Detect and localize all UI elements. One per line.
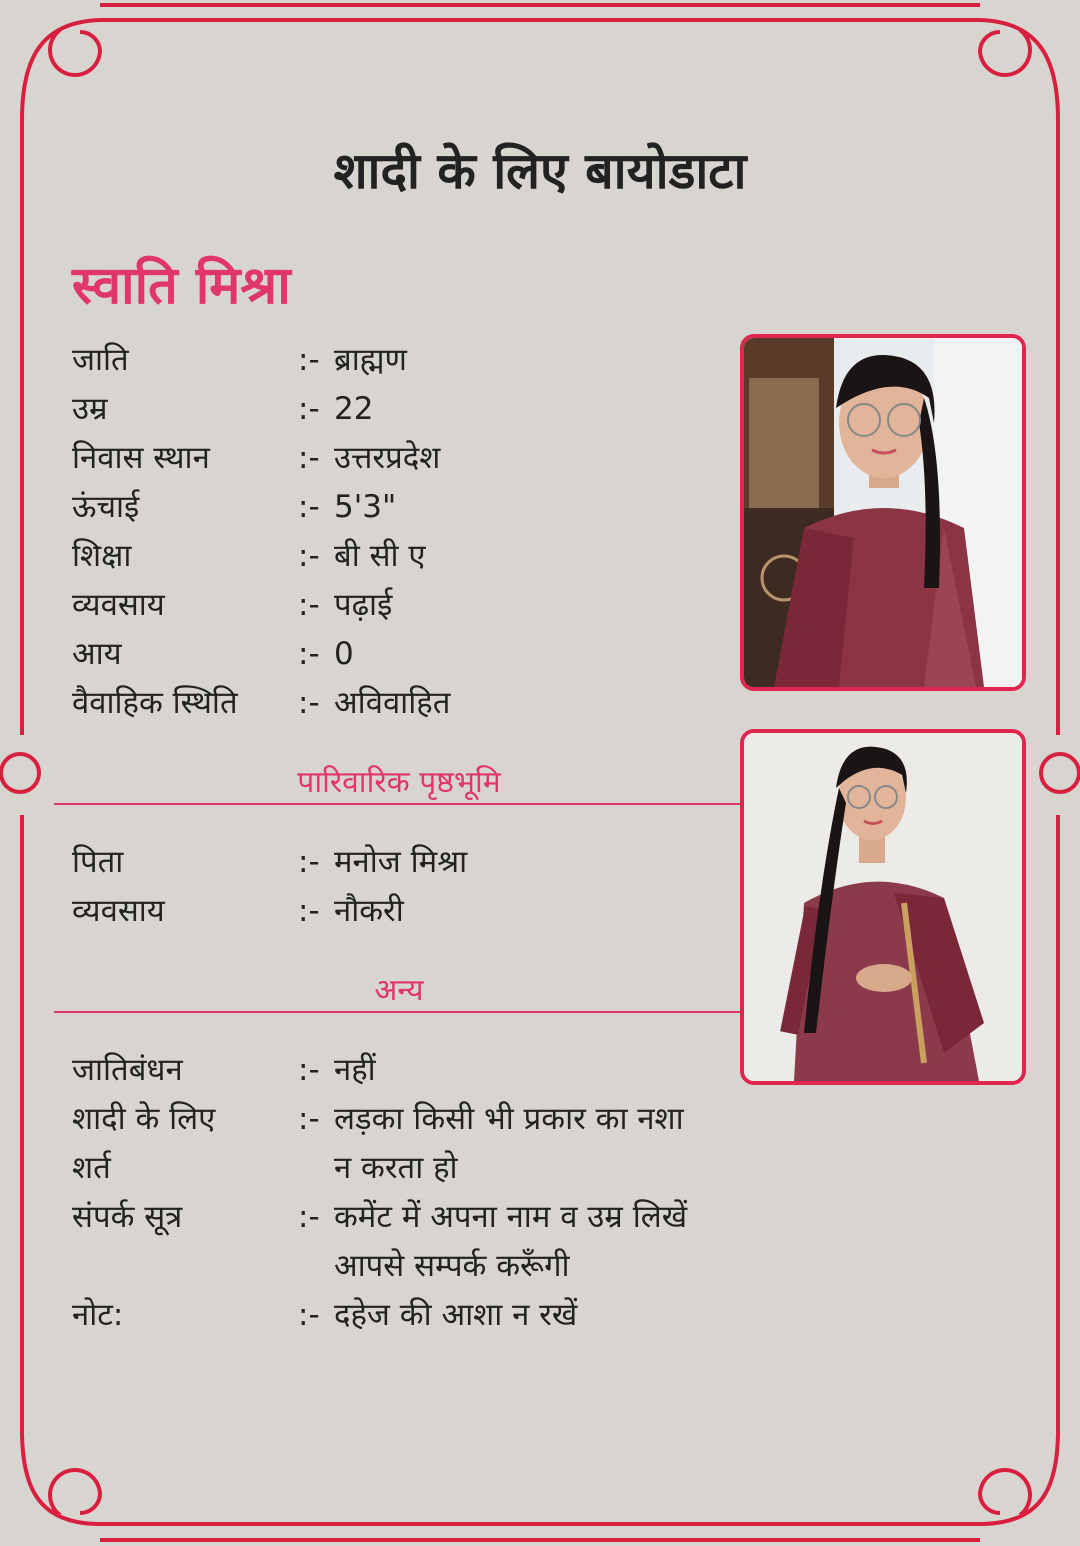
detail-value: दहेज की आशा न रखें — [334, 1297, 578, 1333]
detail-row — [72, 679, 752, 728]
detail-row — [72, 1193, 752, 1291]
detail-separator: :- — [298, 440, 320, 476]
detail-value: 0 — [334, 636, 354, 672]
detail-row — [72, 581, 752, 630]
other-divider — [54, 1011, 742, 1013]
detail-separator: :- — [298, 636, 320, 672]
detail-value-line: लड़का किसी भी प्रकार का नशा — [334, 1101, 684, 1137]
detail-value: नौकरी — [334, 893, 404, 929]
other-details — [72, 1046, 752, 1340]
detail-separator: :- — [298, 1297, 320, 1333]
detail-label: जाति — [72, 342, 129, 378]
personal-details — [72, 336, 752, 728]
detail-label: नोट: — [72, 1297, 124, 1333]
detail-value: बी सी ए — [334, 538, 426, 574]
detail-label: वैवाहिक स्थिति — [72, 685, 238, 721]
detail-value: अविवाहित — [334, 685, 451, 721]
detail-label: उम्र — [72, 391, 108, 427]
family-divider — [54, 803, 742, 805]
detail-separator: :- — [298, 587, 320, 623]
detail-label: व्यवसाय — [72, 893, 165, 929]
family-details — [72, 838, 752, 936]
detail-separator: :- — [298, 489, 320, 525]
detail-row — [72, 630, 752, 679]
detail-label: आय — [72, 636, 122, 672]
detail-value: नहीं — [334, 1052, 376, 1088]
detail-value: पढ़ाई — [334, 587, 393, 623]
family-heading: पारिवारिक पृष्ठभूमि — [297, 765, 501, 800]
detail-value-line: न करता हो — [334, 1150, 458, 1186]
person-name: स्वाति मिश्रा — [72, 256, 291, 316]
detail-row — [72, 434, 752, 483]
detail-value-line: कमेंट में अपना नाम व उम्र लिखें — [334, 1199, 688, 1235]
detail-value: 22 — [334, 391, 374, 427]
detail-label-line: शादी के लिए — [72, 1101, 216, 1137]
detail-row — [72, 532, 752, 581]
detail-row — [72, 385, 752, 434]
detail-row — [72, 838, 752, 887]
detail-label — [72, 1095, 298, 1193]
detail-separator: :- — [298, 1199, 320, 1235]
detail-value — [334, 1095, 752, 1193]
detail-row — [72, 887, 752, 936]
detail-label-line: शर्त — [72, 1150, 111, 1186]
other-heading: अन्य — [374, 973, 424, 1008]
detail-value: मनोज मिश्रा — [334, 844, 468, 880]
detail-value: ब्राह्मण — [334, 342, 407, 378]
detail-value-line: आपसे सम्पर्क करूँगी — [334, 1248, 570, 1284]
detail-row — [72, 336, 752, 385]
detail-separator: :- — [298, 391, 320, 427]
detail-separator: :- — [298, 844, 320, 880]
profile-photo-portrait — [740, 334, 1026, 691]
detail-label: ऊंचाई — [72, 489, 140, 525]
profile-photo-full — [740, 729, 1026, 1085]
detail-row — [72, 1095, 752, 1193]
detail-value — [334, 1193, 752, 1291]
page-title: शादी के लिए बायोडाटा — [333, 142, 747, 200]
detail-label: व्यवसाय — [72, 587, 165, 623]
detail-label: पिता — [72, 844, 124, 880]
detail-row — [72, 483, 752, 532]
detail-label: शिक्षा — [72, 538, 132, 574]
detail-row — [72, 1046, 752, 1095]
detail-label: जातिबंधन — [72, 1052, 183, 1088]
detail-value: 5'3" — [334, 489, 397, 525]
detail-separator: :- — [298, 893, 320, 929]
detail-separator: :- — [298, 1052, 320, 1088]
detail-separator: :- — [298, 342, 320, 378]
detail-label: निवास स्थान — [72, 440, 210, 476]
detail-label: संपर्क सूत्र — [72, 1199, 183, 1235]
detail-separator: :- — [298, 685, 320, 721]
detail-separator: :- — [298, 538, 320, 574]
detail-separator: :- — [298, 1101, 320, 1137]
detail-row — [72, 1291, 752, 1340]
detail-value: उत्तरप्रदेश — [334, 440, 441, 476]
